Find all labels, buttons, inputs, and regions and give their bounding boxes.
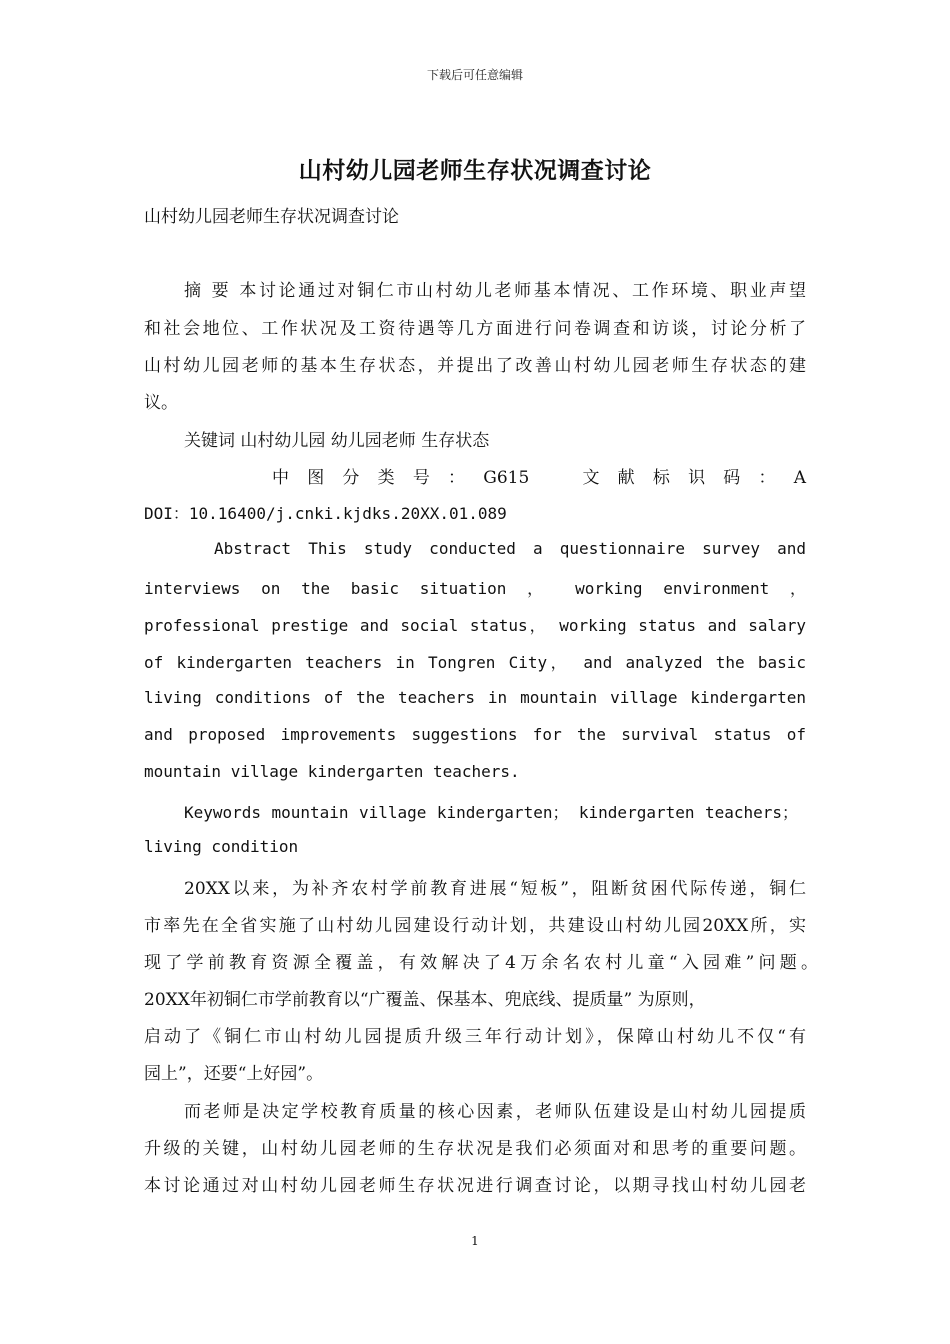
abstract-en-line: professional prestige and social status， working status and salary (144, 616, 806, 635)
body-line: 20XX以来，为补齐农村学前教育进展“短板”，阻断贫困代际传递，铜仁 (184, 879, 806, 899)
document-title: 山村幼儿园老师生存状况调查讨论 (298, 157, 652, 184)
abstract-en-line: interviews on the basic situation ， working environment ， (144, 579, 806, 598)
doi-line: DOI：10.16400/j.cnki.kjdks.20XX.01.089 (144, 504, 507, 523)
body-line: 升级的关键，山村幼儿园老师的生存状况是我们必须面对和思考的重要问题。 (144, 1139, 806, 1159)
body-line: 启动了《铜仁市山村幼儿园提质升级三年行动计划》，保障山村幼儿不仅“有 (144, 1027, 806, 1047)
abstract-en-line: of kindergarten teachers in Tongren City， and analyzed the basic (144, 653, 806, 672)
body-line: 园上”，还要“上好园”。 (144, 1064, 324, 1084)
classification-line: 中 图 分 类 号 ： G615 文 献 标 识 码 ： A (272, 468, 806, 488)
page-number: 1 (471, 1234, 479, 1248)
body-line: 20XX年初铜仁市学前教育以“广覆盖、保基本、兜底线、提质量” 为原则， (144, 990, 706, 1010)
abstract-en-line: Abstract This study conducted a questionnaire survey and (214, 539, 806, 558)
keywords-cn: 关键词 山村幼儿园 幼儿园老师 生存状态 (184, 431, 490, 451)
body-line: 本讨论通过对山村幼儿园老师生存状况进行调查讨论，以期寻找山村幼儿园老 (144, 1176, 806, 1196)
keywords-en-line: living condition (144, 837, 299, 856)
abstract-cn-line: 山村幼儿园老师的基本生存状态，并提出了改善山村幼儿园老师生存状态的建 (144, 356, 806, 376)
body-line: 市率先在全省实施了山村幼儿园建设行动计划，共建设山村幼儿园20XX所，实 (144, 916, 806, 936)
abstract-en-line: living conditions of the teachers in mountain village kindergarten (144, 688, 806, 707)
abstract-cn-line: 议。 (144, 393, 178, 413)
abstract-en-line: and proposed improvements suggestions for the survival status of (144, 725, 806, 744)
subtitle: 山村幼儿园老师生存状况调查讨论 (144, 207, 399, 227)
body-line: 而老师是决定学校教育质量的核心因素，老师队伍建设是山村幼儿园提质 (184, 1102, 806, 1122)
abstract-cn-line: 摘 要 本讨论通过对铜仁市山村幼儿老师基本情况、工作环境、职业声望 (184, 281, 806, 301)
keywords-en-line: Keywords mountain village kindergarten； kindergarten teachers； (184, 803, 798, 822)
header-note: 下载后可任意编辑 (426, 68, 523, 82)
body-line: 现了学前教育资源全覆盖，有效解决了4万余名农村儿童“入园难”问题。 (144, 953, 818, 973)
abstract-en-line: mountain village kindergarten teachers. (144, 762, 520, 781)
abstract-cn-line: 和社会地位、工作状况及工资待遇等几方面进行问卷调查和访谈，讨论分析了 (144, 319, 806, 339)
